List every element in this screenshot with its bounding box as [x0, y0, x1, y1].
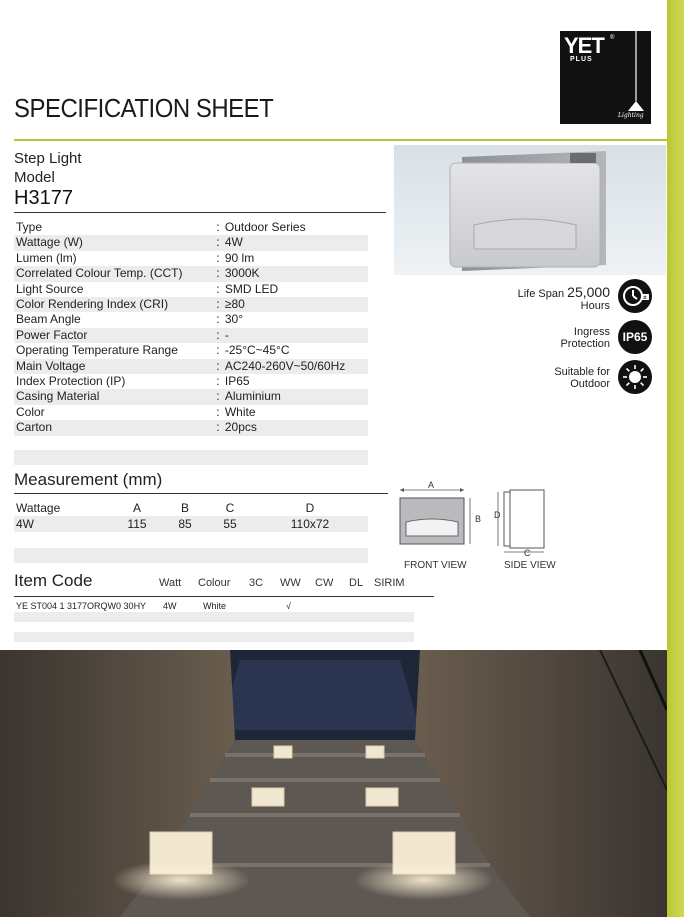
spec-separator: : — [213, 359, 223, 374]
measurement-cell: 55 — [208, 516, 252, 532]
spec-label: Operating Temperature Range — [16, 343, 178, 358]
item-code-header: Colour — [198, 577, 231, 589]
spec-row — [14, 220, 368, 235]
spec-label: Index Protection (IP) — [16, 374, 126, 389]
spec-row — [14, 312, 368, 327]
measurement-row — [14, 516, 368, 532]
product-name-block — [14, 149, 82, 187]
lamp-icon — [560, 31, 651, 124]
spec-label: Main Voltage — [14, 359, 213, 374]
dim-c-label: C — [524, 548, 531, 558]
measurement-table — [14, 500, 368, 532]
item-code-header: CW — [315, 577, 334, 589]
measurement-cell: 110x72 — [252, 516, 368, 532]
spec-row — [14, 389, 368, 404]
spec-row — [14, 266, 368, 281]
spec-value: 3000K — [223, 266, 368, 281]
spec-label: Casing Material — [14, 389, 213, 404]
brand-logo — [560, 31, 651, 124]
spec-separator: : — [213, 389, 223, 404]
spec-label: Carton — [14, 420, 213, 435]
item-code-value: YE ST004 1 3177ORQW0 30HY — [16, 601, 147, 611]
spec-label: Light Source — [16, 281, 84, 296]
accent-side-bar — [667, 0, 684, 917]
spec-label: Wattage (W) — [14, 235, 213, 250]
spec-row — [14, 405, 368, 420]
spec-value: AC240-260V~50/60Hz — [223, 359, 368, 374]
item-code-title: Item Code — [14, 571, 93, 590]
ingress-badge-text: IP65 — [622, 330, 648, 344]
spec-value: -25°C~45°C — [224, 343, 290, 358]
item-code-header: Watt — [159, 577, 182, 589]
model-code: H3177 — [14, 187, 73, 209]
outdoor-feature — [500, 366, 610, 390]
spec-row — [14, 420, 368, 435]
spec-row — [14, 359, 368, 374]
ingress-line2: Protection — [560, 338, 610, 350]
spec-value: 20pcs — [223, 420, 368, 435]
spec-value: 30° — [224, 312, 244, 327]
measurement-header: Wattage — [16, 501, 61, 515]
title-divider — [14, 139, 667, 141]
item-colour-value: White — [203, 601, 227, 611]
item-code-stripe — [14, 612, 414, 622]
outdoor-line1: Suitable for — [554, 366, 610, 378]
measurement-divider — [14, 493, 388, 494]
spec-row — [14, 251, 368, 266]
spec-table-spacer — [14, 450, 368, 465]
spec-separator: : — [213, 297, 223, 312]
logo-tagline: Lighting — [618, 112, 644, 119]
spec-value: Aluminium — [223, 389, 368, 404]
spec-value: White — [224, 404, 256, 419]
item-code-divider — [14, 596, 434, 597]
dim-b-label: B — [475, 514, 482, 524]
spec-label: Color — [16, 404, 45, 419]
spec-separator: : — [216, 404, 220, 419]
spec-separator: : — [216, 281, 220, 296]
lifespan-badge-text: ± — [642, 295, 648, 301]
lifespan-feature — [490, 286, 610, 312]
spec-separator: : — [213, 235, 223, 250]
item-code-header: DL — [349, 577, 364, 589]
spec-separator: : — [213, 266, 223, 281]
ingress-feature — [500, 326, 610, 350]
measurement-title: Measurement (mm) — [14, 470, 163, 489]
spec-row — [14, 297, 368, 312]
spec-label: Color Rendering Index (CRI) — [14, 297, 213, 312]
measurement-header-row — [14, 500, 368, 516]
spec-row — [14, 328, 368, 343]
spec-value: ≥80 — [223, 297, 368, 312]
ingress-line1: Ingress — [573, 326, 610, 338]
item-code-header: SIRIM — [374, 577, 405, 589]
lifespan-value: 25,000 — [567, 284, 610, 300]
item-ww-check: √ — [286, 601, 291, 611]
spec-row — [14, 235, 368, 250]
spec-separator: : — [216, 220, 220, 234]
logo-registered-mark: ® — [610, 35, 615, 41]
logo-subtext: PLUS — [570, 56, 593, 63]
model-divider — [14, 212, 386, 213]
spec-row — [14, 374, 368, 389]
spec-value: SMD LED — [224, 281, 279, 296]
side-view-diagram — [490, 486, 550, 562]
spec-label: Power Factor — [14, 328, 213, 343]
measurement-header: C — [225, 501, 235, 515]
spec-separator: : — [216, 343, 220, 358]
measurement-cell: 4W — [14, 516, 112, 532]
outdoor-line2: Outdoor — [570, 378, 610, 390]
product-name: Step Light — [14, 150, 82, 167]
lifespan-unit: Hours — [580, 300, 610, 312]
spec-value: 4W — [223, 235, 368, 250]
side-view-label: SIDE VIEW — [504, 560, 556, 571]
spec-separator: : — [216, 250, 220, 265]
spec-separator: : — [216, 312, 220, 327]
spec-value: IP65 — [224, 374, 250, 389]
dim-a-label: A — [428, 480, 435, 490]
front-view-diagram — [396, 478, 482, 558]
logo-text: YET — [564, 33, 604, 58]
item-code-header: 3C — [249, 577, 264, 589]
model-label: Model — [14, 169, 55, 186]
installation-photo — [0, 650, 667, 917]
spec-separator: : — [213, 328, 223, 343]
sun-icon — [618, 360, 652, 394]
spec-label: Correlated Colour Temp. (CCT) — [14, 266, 213, 281]
measurement-header: B — [180, 501, 189, 515]
clock-icon — [618, 279, 652, 313]
spec-label: Beam Angle — [16, 312, 81, 327]
staircase-scene — [0, 650, 667, 917]
spec-row — [14, 343, 368, 358]
measurement-header: D — [305, 501, 315, 515]
spec-label: Type — [16, 220, 43, 234]
measurement-cell: 85 — [162, 516, 208, 532]
spec-table — [14, 220, 368, 436]
spec-row — [14, 282, 368, 297]
measurement-cell: 115 — [112, 516, 162, 532]
product-photo — [394, 145, 666, 275]
spec-value: Outdoor Series — [224, 220, 306, 234]
spec-value: 90 lm — [224, 250, 255, 265]
measurement-header: A — [132, 501, 141, 515]
spec-label: Lumen (lm) — [16, 250, 77, 265]
item-code-stripe-2 — [14, 632, 414, 642]
measurement-spacer — [14, 548, 368, 563]
front-view-label: FRONT VIEW — [404, 560, 467, 571]
lifespan-prefix: Life Span — [517, 288, 565, 300]
item-watt-value: 4W — [163, 601, 177, 611]
item-code-header: WW — [280, 577, 301, 589]
spec-separator: : — [216, 374, 220, 389]
page-title: SPECIFICATION SHEET — [14, 93, 274, 123]
spec-value: - — [223, 328, 368, 343]
ip65-badge-icon — [618, 320, 652, 354]
spec-separator: : — [213, 420, 223, 435]
dim-d-label: D — [494, 510, 501, 520]
step-light-image — [394, 145, 666, 275]
